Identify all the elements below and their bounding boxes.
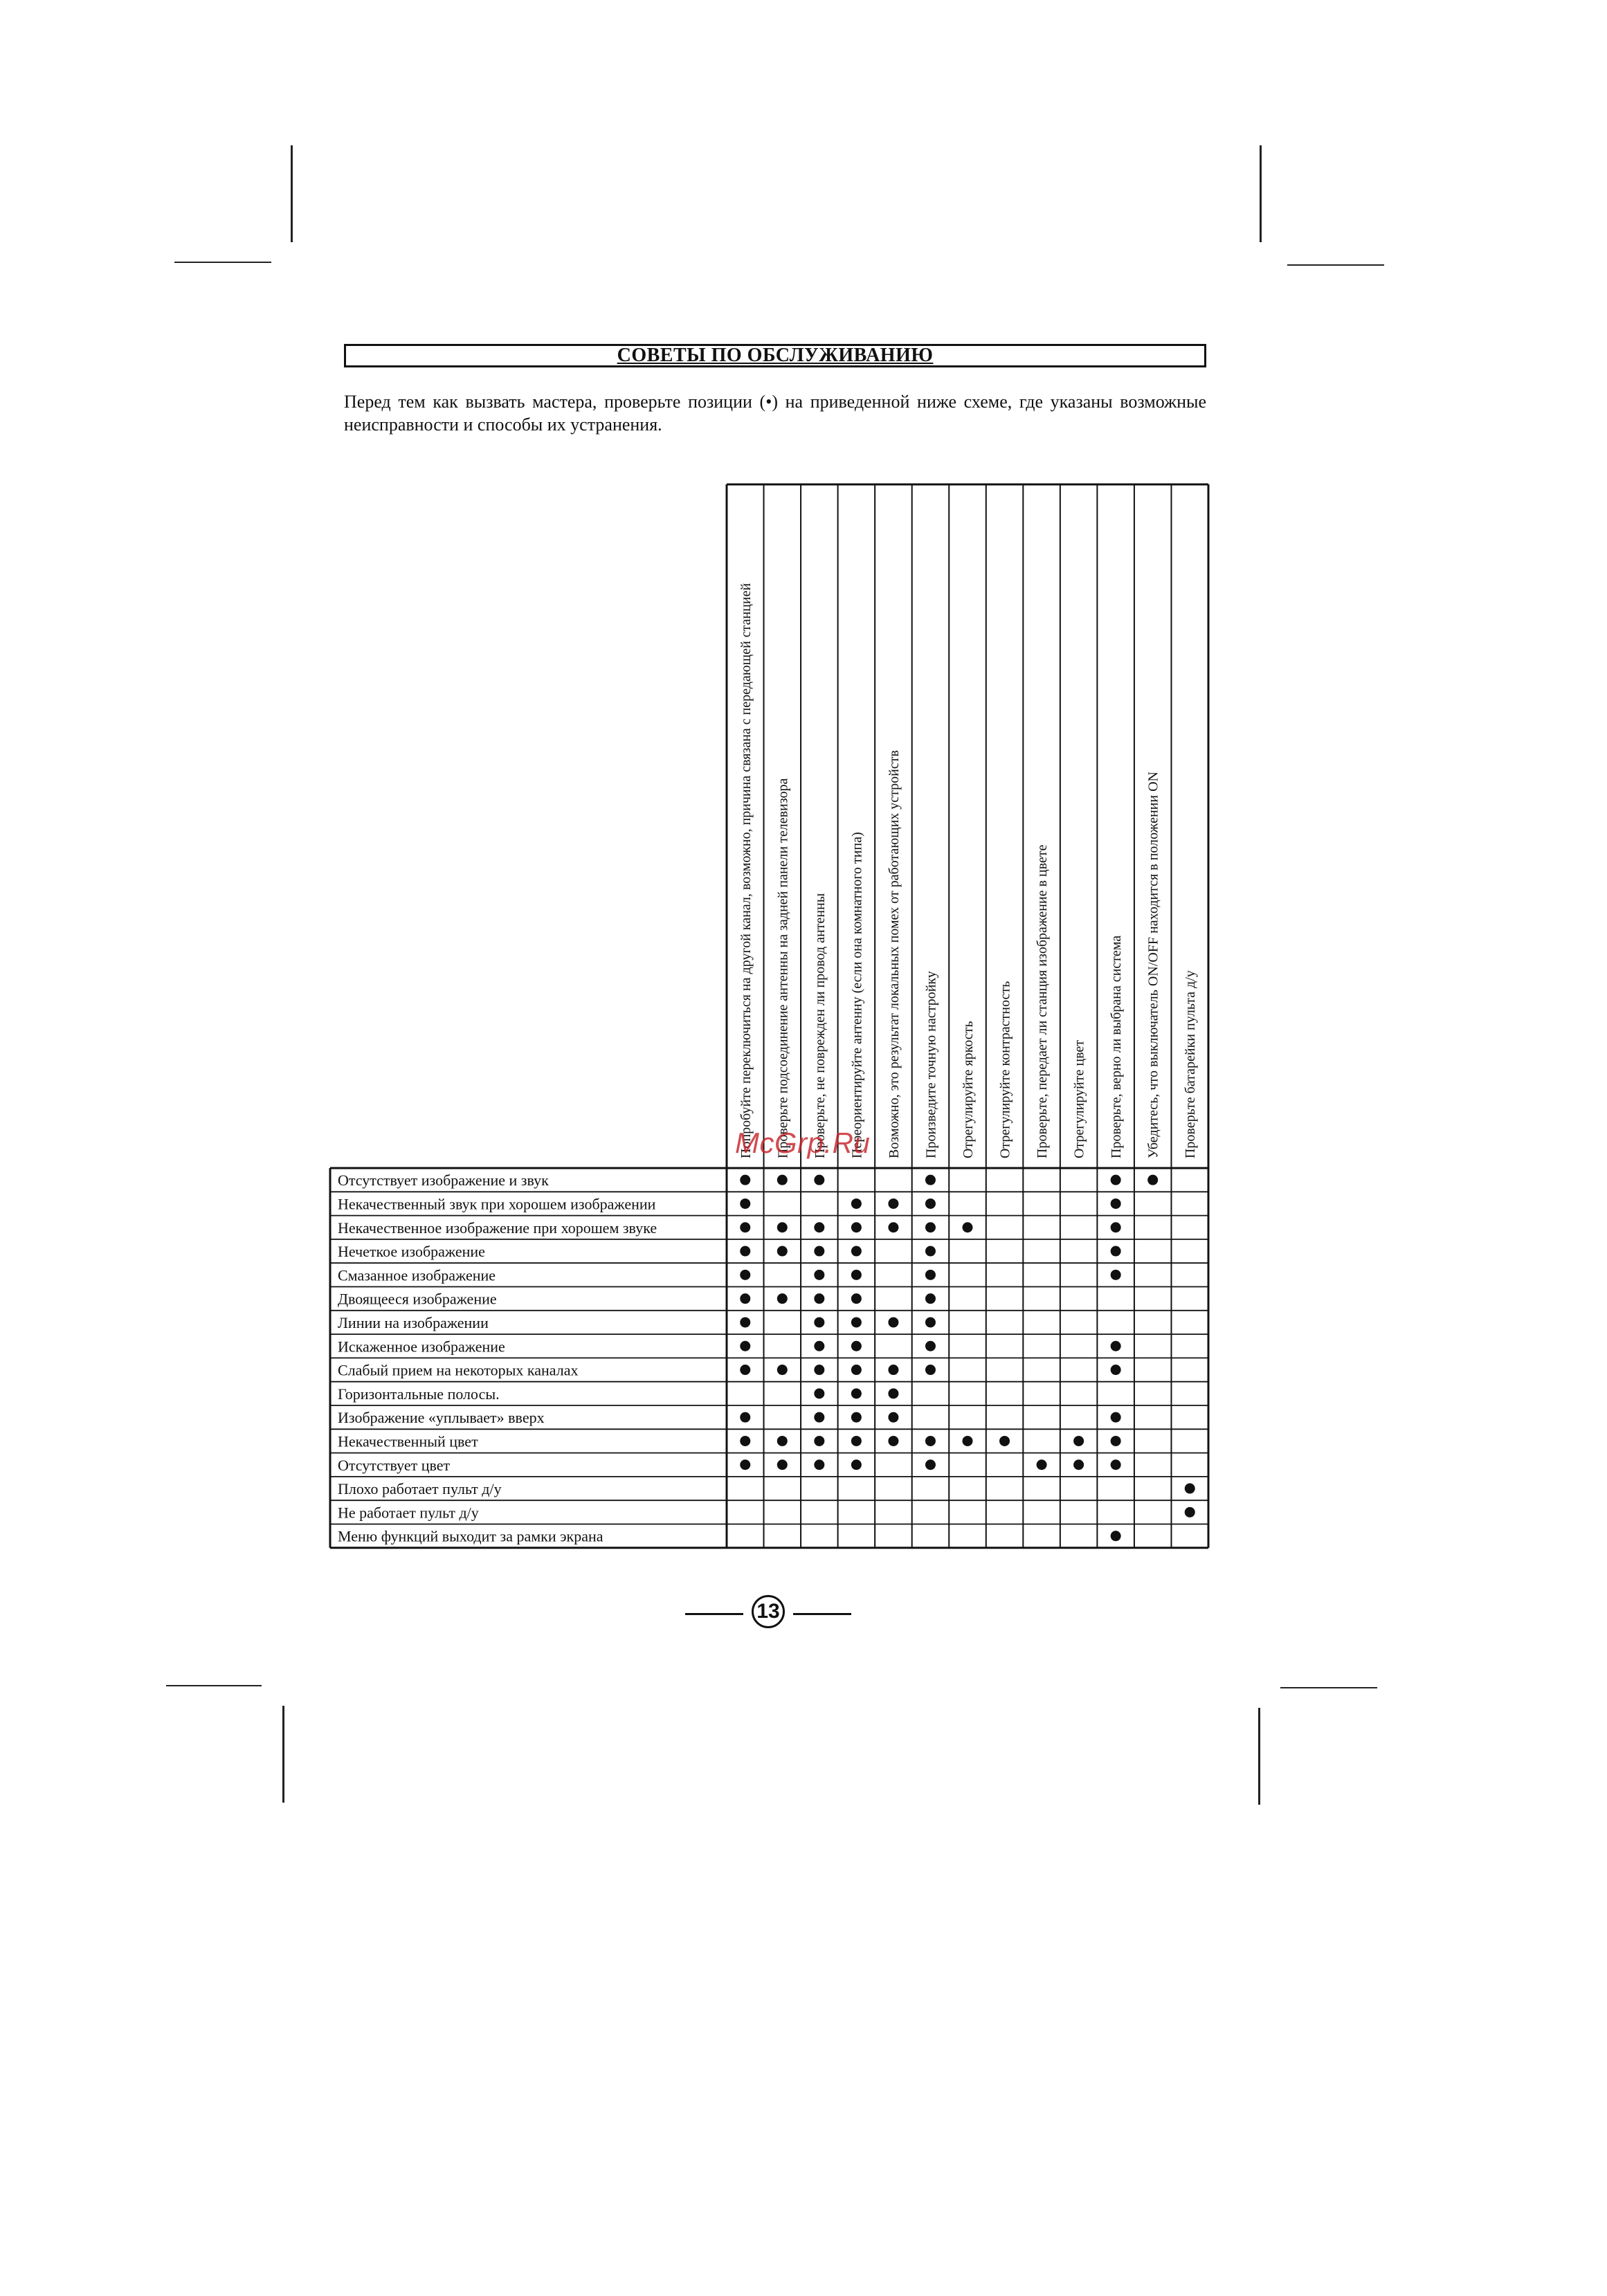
page-title: СОВЕТЫ ПО ОБСЛУЖИВАНИЮ: [617, 345, 934, 366]
watermark: McGrp.Ru: [735, 1127, 871, 1159]
check-dot: [777, 1365, 788, 1375]
problem-label: Отсутствует цвет: [338, 1456, 451, 1474]
problem-label: Отсутствует изображение и звук: [338, 1172, 549, 1190]
check-dot: [925, 1317, 936, 1327]
column-header: Возможно, это результат локальных помех от работающих устройств: [886, 750, 902, 1158]
problem-label: Некачественное изображение при хорошем звуке: [338, 1219, 657, 1237]
problem-label: Нечеткое изображение: [338, 1243, 485, 1261]
check-dot: [814, 1293, 824, 1304]
column-header: Отрегулируйте цвет: [1071, 1039, 1087, 1158]
check-dot: [1147, 1175, 1158, 1185]
intro-paragraph: Перед тем как вызвать мастера, проверьте позиции (•) на приведенной ниже схеме, где указаны возможные неисправности и способы их устранения.: [344, 392, 1206, 435]
check-dot: [851, 1459, 862, 1470]
problem-label: Слабый прием на некоторых каналах: [338, 1361, 579, 1379]
column-header: Проверьте, передает ли станция изображение в цвете: [1035, 844, 1051, 1158]
check-dot: [888, 1365, 898, 1375]
check-dot: [999, 1436, 1010, 1446]
check-dot: [1037, 1459, 1047, 1470]
check-dot: [777, 1459, 788, 1470]
check-dot: [851, 1388, 862, 1398]
check-dot: [925, 1246, 936, 1257]
column-header: Произведите точную настройку: [923, 971, 939, 1158]
check-dot: [1185, 1484, 1195, 1494]
check-dot: [777, 1436, 788, 1446]
check-dot: [740, 1246, 750, 1257]
check-dot: [777, 1222, 788, 1232]
check-dot: [1111, 1341, 1121, 1351]
check-dot: [1073, 1459, 1084, 1470]
check-dot: [925, 1222, 936, 1232]
problem-label: Меню функций выходит за рамки экрана: [338, 1527, 603, 1545]
check-dot: [851, 1222, 862, 1232]
check-dot: [740, 1317, 750, 1327]
check-dot: [1111, 1246, 1121, 1257]
check-dot: [925, 1459, 936, 1470]
check-dot: [925, 1341, 936, 1351]
check-dot: [888, 1436, 898, 1446]
page-number-line-right: [793, 1613, 851, 1615]
problem-label: Изображение «уплывает» вверх: [338, 1409, 545, 1427]
check-dot: [814, 1246, 824, 1257]
column-header: Отрегулируйте контрастность: [997, 981, 1013, 1158]
check-dot: [740, 1175, 750, 1185]
check-dot: [814, 1412, 824, 1423]
problem-label: Линии на изображении: [338, 1313, 489, 1331]
check-dot: [740, 1222, 750, 1232]
problem-label: Двоящееся изображение: [338, 1290, 497, 1308]
check-dot: [851, 1436, 862, 1446]
column-header: Переориентируйте антенну (если она комнатного типа): [849, 832, 865, 1158]
check-dot: [740, 1270, 750, 1280]
check-dot: [925, 1199, 936, 1209]
problem-label: Смазанное изображение: [338, 1266, 496, 1284]
check-dot: [1185, 1507, 1195, 1518]
check-dot: [1111, 1531, 1121, 1541]
column-header: Проверьте подсоединение антенны на задней панели телевизора: [775, 778, 791, 1158]
check-dot: [1111, 1270, 1121, 1280]
check-dot: [963, 1436, 973, 1446]
check-dot: [963, 1222, 973, 1232]
problem-label: Плохо работает пульт д/у: [338, 1480, 502, 1498]
check-dot: [777, 1293, 788, 1304]
check-dot: [814, 1365, 824, 1375]
check-dot: [925, 1175, 936, 1185]
problem-label: Искаженное изображение: [338, 1338, 505, 1356]
check-dot: [814, 1317, 824, 1327]
check-dot: [1111, 1175, 1121, 1185]
check-dot: [1111, 1222, 1121, 1232]
check-dot: [851, 1365, 862, 1375]
problem-label: Некачественный звук при хорошем изображении: [338, 1195, 656, 1213]
check-dot: [851, 1341, 862, 1351]
check-dot: [777, 1175, 788, 1185]
check-dot: [925, 1270, 936, 1280]
check-dot: [740, 1436, 750, 1446]
check-dot: [925, 1293, 936, 1304]
check-dot: [925, 1436, 936, 1446]
check-dot: [888, 1317, 898, 1327]
problem-label: Не работает пульт д/у: [338, 1504, 479, 1522]
check-dot: [814, 1341, 824, 1351]
check-dot: [777, 1246, 788, 1257]
check-dot: [740, 1199, 750, 1209]
check-dot: [814, 1459, 824, 1470]
check-dot: [851, 1317, 862, 1327]
check-dot: [1111, 1412, 1121, 1423]
check-dot: [888, 1412, 898, 1423]
column-header: Убедитесь, что выключатель ON/OFF находится в положении ON: [1145, 772, 1161, 1158]
check-dot: [740, 1293, 750, 1304]
check-dot: [1111, 1199, 1121, 1209]
check-dot: [740, 1365, 750, 1375]
page-number: 13: [752, 1595, 785, 1628]
column-header: Проверьте, верно ли выбрана система: [1109, 935, 1125, 1158]
check-dot: [851, 1199, 862, 1209]
check-dot: [740, 1341, 750, 1351]
check-dot: [740, 1459, 750, 1470]
check-dot: [925, 1365, 936, 1375]
check-dot: [814, 1222, 824, 1232]
column-header: Попробуйте переключиться на другой канал, возможно, причина связана с передающей станцией: [738, 583, 754, 1158]
column-header: Проверьте батарейки пульта д/у: [1183, 970, 1199, 1158]
check-dot: [1111, 1436, 1121, 1446]
check-dot: [814, 1270, 824, 1280]
problem-label: Некачественный цвет: [338, 1432, 478, 1450]
check-dot: [888, 1199, 898, 1209]
page-number-area: [685, 1593, 858, 1634]
check-dot: [814, 1436, 824, 1446]
page-number-line-left: [685, 1613, 743, 1615]
check-dot: [1073, 1436, 1084, 1446]
check-dot: [814, 1175, 824, 1185]
check-dot: [851, 1293, 862, 1304]
check-dot: [814, 1388, 824, 1398]
check-dot: [740, 1412, 750, 1423]
column-header: Проверьте, не поврежден ли провод антенны: [812, 893, 828, 1158]
column-header: Отрегулируйте яркость: [961, 1021, 976, 1158]
check-dot: [1111, 1365, 1121, 1375]
check-dot: [1111, 1459, 1121, 1470]
problem-label: Горизонтальные полосы.: [338, 1385, 500, 1403]
check-dot: [888, 1388, 898, 1398]
check-dot: [851, 1270, 862, 1280]
check-dot: [851, 1412, 862, 1423]
check-dot: [851, 1246, 862, 1257]
check-dot: [888, 1222, 898, 1232]
